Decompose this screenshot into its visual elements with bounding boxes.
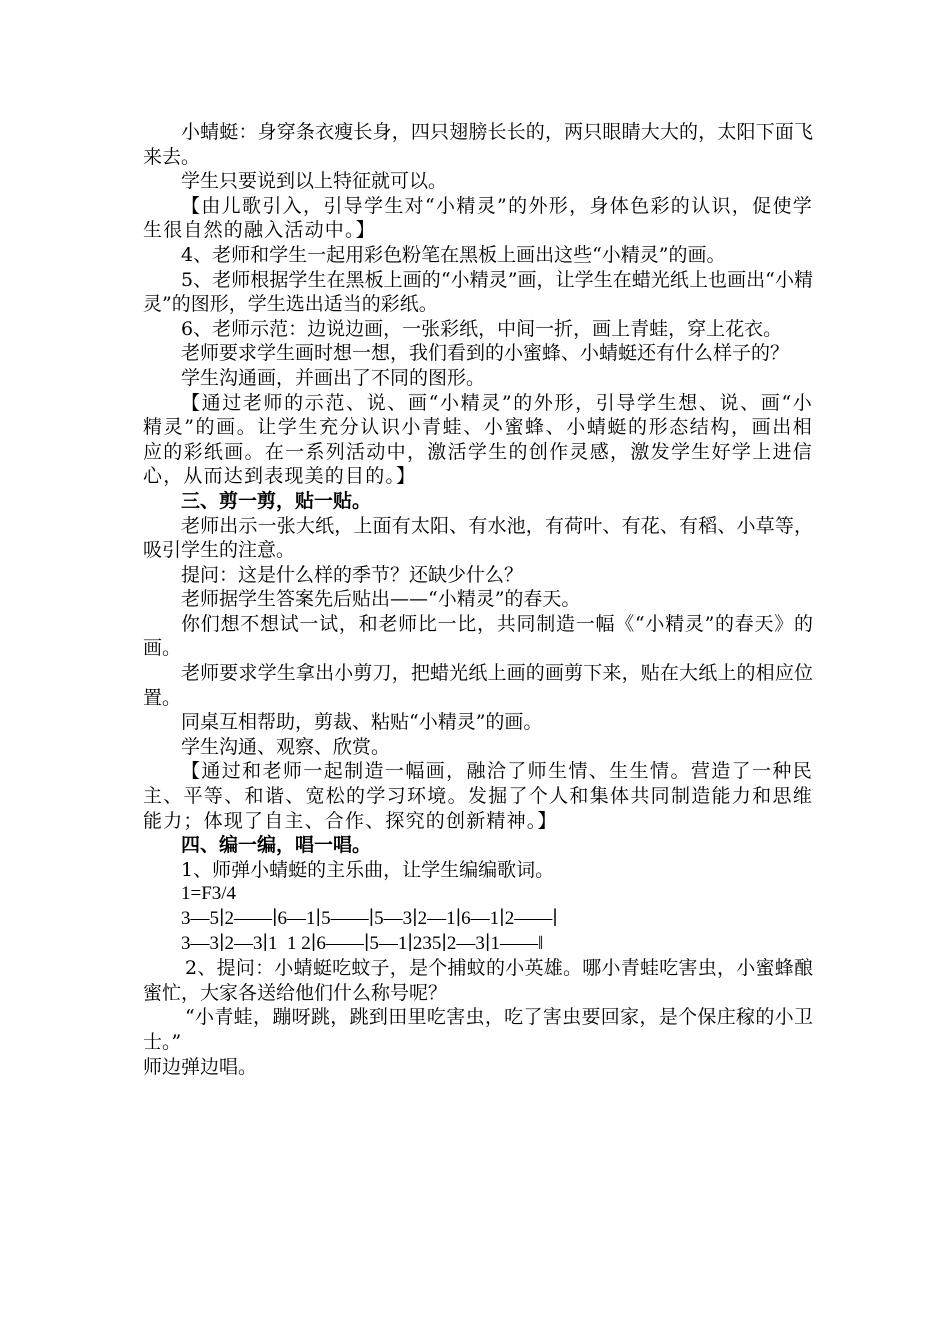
paragraph-step-4: 4、老师和学生一起用彩色粉笔在黑板上画出这些“小精灵”的画。 xyxy=(181,243,726,266)
paragraph-try-together: 你们想不想试一试，和老师比一比，共同制造一幅《“小精灵”的春天》的画。 xyxy=(143,612,813,660)
section-heading-cut-paste: 三、剪一剪，贴一贴。 xyxy=(181,489,372,512)
paragraph-student-features: 学生只要说到以上特征就可以。 xyxy=(181,170,448,193)
note-demonstration: 【通过老师的示范、说、画“小精灵”的外形，引导学生想、说、画“小精灵”的画。让学生充分认识小青蛙、小蜜蜂、小蜻蜓的形态结构，画出相应的彩纸画。在一系列活动中，激活学生的创作灵感，激发学生好学上进信心，从而达到表现美的目的。】 xyxy=(143,391,813,488)
paragraph-step-5: 5、老师根据学生在黑板上画的“小精灵”画，让学生在蜡光纸上也画出“小精灵”的图形，学生选出适当的彩纸。 xyxy=(143,268,813,316)
paragraph-step-6: 6、老师示范：边说边画，一张彩纸，中间一折，画上青蛙，穿上花衣。 xyxy=(181,317,783,340)
paragraph-big-paper: 老师出示一张大纸，上面有太阳、有水池，有荷叶、有花、有稻、小草等，吸引学生的注意。 xyxy=(143,514,813,562)
paragraph-dragonfly-description: 小蜻蜓：身穿条衣瘦长身，四只翅膀长长的，两只眼睛大大的，太阳下面飞来去。 xyxy=(143,121,813,168)
paragraph-teacher-plays: 1、师弹小蜻蜓的主乐曲，让学生编编歌词。 xyxy=(181,858,555,881)
paragraph-students-appreciate: 学生沟通、观察、欣赏。 xyxy=(181,735,391,758)
music-notation-line-2: 3—3∣2—3∣1 1 2∣6——∣5—1∣235∣2—3∣1——‖ xyxy=(181,932,544,954)
section-heading-compose-sing: 四、编一编，唱一唱。 xyxy=(181,834,372,857)
paragraph-teacher-sings: 师边弹边唱。 xyxy=(143,1055,258,1078)
paragraph-scissors: 老师要求学生拿出小剪刀，把蜡光纸上画的画剪下来，贴在大纸上的相应位置。 xyxy=(143,662,813,709)
music-key-signature: 1=F3/4 xyxy=(181,883,237,905)
paragraph-students-draw: 学生沟通画，并画出了不同的图形。 xyxy=(181,366,486,389)
paragraph-frog-lyrics: “小青蛙，蹦呀跳，跳到田里吃害虫，吃了害虫要回家，是个保庄稼的小卫士。” xyxy=(143,1006,813,1053)
note-nursery-rhyme: 【由儿歌引入，引导学生对“小精灵”的外形，身体色彩的认识，促使学生很自然的融入活动中。】 xyxy=(143,194,813,242)
paragraph-deskmates: 同桌互相帮助，剪裁、粘贴“小精灵”的画。 xyxy=(181,711,543,734)
paragraph-teacher-asks: 老师要求学生画时想一想，我们看到的小蜜蜂、小蜻蜓还有什么样子的？ xyxy=(181,342,790,365)
paragraph-question-titles: 2、提问：小蜻蜓吃蚊子，是个捕蚊的小英雄。哪小青蛙吃害虫，小蜜蜂酿蜜忙，大家各送给他们什么称号呢？ xyxy=(143,957,813,1004)
document-body xyxy=(143,120,813,1079)
music-notation-line-1: 3—5∣2——∣6—1∣5——∣5—3∣2—1∣6—1∣2——∣ xyxy=(181,908,558,929)
paragraph-question-season: 提问：这是什么样的季节？还缺少什么？ xyxy=(181,563,524,586)
paragraph-teacher-posts: 老师据学生答案先后贴出——“小精灵”的春天。 xyxy=(181,588,581,611)
note-cooperation: 【通过和老师一起制造一幅画，融洽了师生情、生生情。营造了一种民主、平等、和谐、宽松的学习环境。发掘了个人和集体共同制造能力和思维能力；体现了自主、合作、探究的创新精神。】 xyxy=(143,760,813,832)
